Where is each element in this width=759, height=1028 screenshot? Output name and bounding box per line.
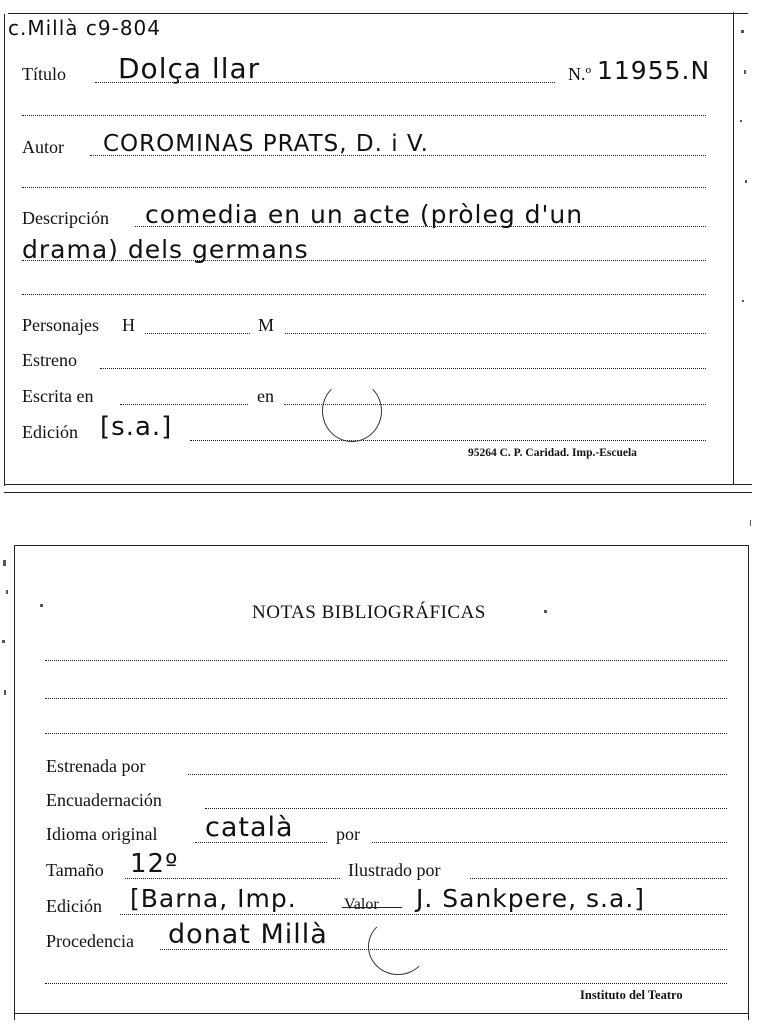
por-line xyxy=(372,842,727,843)
escrita-en2-label: en xyxy=(257,386,274,406)
por-label: por xyxy=(336,824,360,844)
margin-speck xyxy=(40,604,43,607)
autor-value: COROMINAS PRATS, D. i V. xyxy=(103,131,429,157)
tamano-value: 12º xyxy=(130,849,179,879)
margin-speck xyxy=(4,690,6,695)
margin-speck xyxy=(544,610,547,613)
punch-hole-mark-bottom xyxy=(368,918,428,975)
edicion-bottom-label: Edición xyxy=(46,896,102,916)
procedencia-continuation-line xyxy=(45,983,727,984)
personajes-h-line xyxy=(145,333,250,334)
edicion-value: [s.a.] xyxy=(100,412,173,442)
margin-speck xyxy=(740,120,742,122)
call-number-annotation: c.Millà c9-804 xyxy=(8,16,162,40)
estrenada-line xyxy=(188,774,727,775)
personajes-m-label: M xyxy=(258,315,275,335)
top-card-top-border xyxy=(8,13,748,14)
numero-value: 11955.N xyxy=(597,56,711,85)
descripcion-value-line1: comedia en un acte (pròleg d'un xyxy=(145,200,584,229)
top-card-shadow-border xyxy=(4,492,752,493)
margin-speck xyxy=(750,520,751,526)
margin-speck xyxy=(3,560,6,566)
escrita-line-1 xyxy=(120,404,248,405)
margin-speck xyxy=(6,590,8,594)
bottom-card-top-border xyxy=(14,545,748,546)
notas-line-1 xyxy=(45,660,727,661)
ilustrado-label: Ilustrado por xyxy=(348,860,441,880)
bottom-card-right-border xyxy=(748,545,749,1020)
notas-line-3 xyxy=(45,733,727,734)
procedencia-value: donat Millà xyxy=(168,919,328,950)
estrenada-label: Estrenada por xyxy=(46,756,146,776)
margin-speck xyxy=(2,640,5,643)
margin-speck xyxy=(741,30,744,33)
autor-label: Autor xyxy=(22,137,64,157)
encuadernacion-line xyxy=(205,808,727,809)
margin-speck xyxy=(742,300,744,302)
institution-credit: Instituto del Teatro xyxy=(580,988,683,1002)
personajes-label: Personajes xyxy=(22,315,99,335)
descripcion-value-line2: drama) dels germans xyxy=(22,235,309,264)
encuadernacion-label: Encuadernación xyxy=(46,790,162,810)
procedencia-line xyxy=(160,949,727,950)
edicion-struck-word: Valor xyxy=(344,896,379,913)
bottom-card-left-border xyxy=(14,545,15,1020)
estreno-label: Estreno xyxy=(22,350,77,370)
edicion-line xyxy=(190,440,706,441)
descripcion-dotted-line-3 xyxy=(22,294,706,295)
ilustrado-line xyxy=(470,878,727,879)
titulo-value: Dolça llar xyxy=(118,52,261,85)
titulo-continuation-line xyxy=(22,115,706,116)
procedencia-label: Procedencia xyxy=(46,931,134,951)
tamano-line xyxy=(125,878,340,879)
estreno-line xyxy=(100,368,706,369)
idioma-label: Idioma original xyxy=(46,824,158,844)
top-card-right-border xyxy=(733,12,734,484)
top-card-bottom-border xyxy=(4,484,752,485)
notas-line-2 xyxy=(45,698,727,699)
strike-through xyxy=(342,907,402,908)
autor-continuation-line xyxy=(22,187,706,188)
tamano-label: Tamaño xyxy=(46,860,104,880)
titulo-label: Título xyxy=(22,64,66,84)
top-card-left-border xyxy=(4,14,5,486)
margin-speck xyxy=(745,180,747,183)
printer-credit: 95264 C. P. Caridad. Imp.-Escuela xyxy=(468,447,637,459)
notas-heading: NOTAS BIBLIOGRÁFICAS xyxy=(252,602,486,623)
bottom-card-bottom-border xyxy=(14,1013,748,1014)
idioma-line xyxy=(195,842,327,843)
idioma-value: català xyxy=(205,812,294,843)
descripcion-label: Descripción xyxy=(22,208,109,228)
edicion-label: Edición xyxy=(22,422,78,442)
edicion-bottom-value-part2: J. Sankpere, s.a.] xyxy=(416,884,646,913)
personajes-m-line xyxy=(285,333,706,334)
edicion-bottom-value-part1: [Barna, Imp. xyxy=(130,884,297,913)
numero-label: N.º xyxy=(568,64,592,84)
edicion-bottom-line xyxy=(120,914,727,915)
punch-hole-mark xyxy=(322,380,382,442)
escrita-label: Escrita en xyxy=(22,386,94,406)
personajes-h-label: H xyxy=(122,315,135,335)
margin-speck xyxy=(744,70,746,74)
